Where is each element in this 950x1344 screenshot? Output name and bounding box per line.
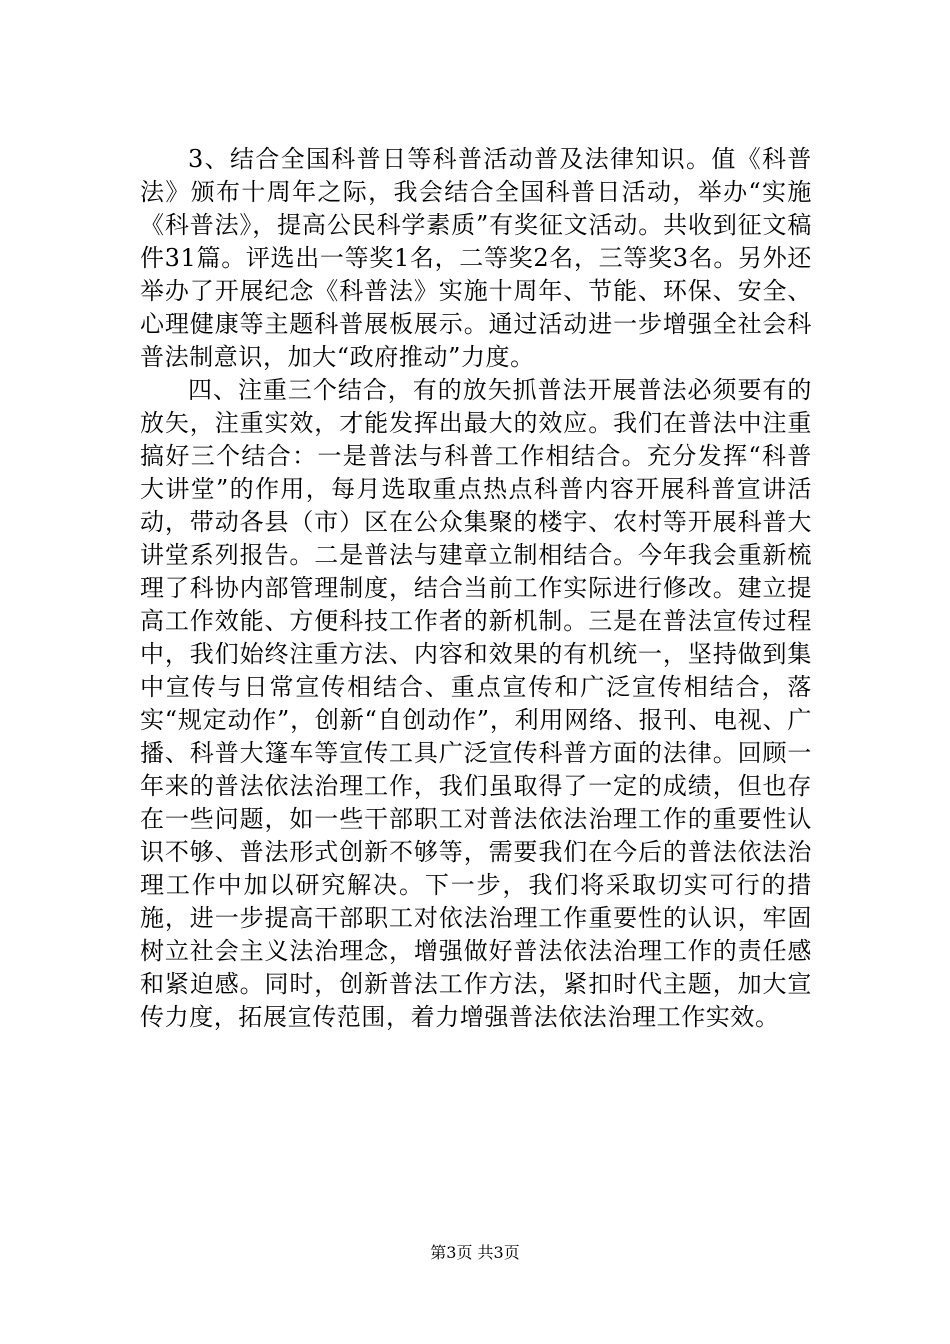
paragraph-science-day: 3、结合全国科普日等科普活动普及法律知识。值《科普法》颁布十周年之际，我会结合全国科普日活动，举办“实施《科普法》，提高公民科学素质”有奖征文活动。共收到征文稿件31篇。评选出一等奖1名，二等奖2名，三等奖3名。另外还举办了开展纪念《科普法》实施十周年、节能、环保、安全、心理健康等主题科普展板展示。通过活动进一步增强全社会科普法制意识，加大“政府推动”力度。	[140, 145, 812, 371]
page-footer: 第3页 共3页	[430, 1243, 520, 1262]
paragraph-three-combinations: 四、注重三个结合，有的放矢抓普法开展普法必须要有的放矢，注重实效，才能发挥出最大的效应。我们在普法中注重搞好三个结合：一是普法与科普工作相结合。充分发挥“科普大讲堂”的作用，每月选取重点热点科普内容开展科普宣讲活动，带动各县（市）区在公众集聚的楼宇、农村等开展科普大讲堂系列报告。二是普法与建章立制相结合。今年我会重新梳理了科协内部管理制度，结合当前工作实际进行修改。建立提高工作效能、方便科技工作者的新机制。三是在普法宣传过程中，我们始终注重方法、内容和效果的有机统一，坚持做到集中宣传与日常宣传相结合、重点宣传和广泛宣传相结合，落实“规定动作”，创新“自创动作”，利用网络、报刊、电视、广播、科普大篷车等宣传工具广泛宣传科普方面的法律。回顾一年来的普法依法治理工作，我们虽取得了一定的成绩，但也存在一些问题，如一些干部职工对普法依法治理工作的重要性认识不够、普法形式创新不够等，需要我们在今后的普法依法治理工作中加以研究解决。下一步，我们将采取切实可行的措施，进一步提高干部职工对依法治理工作重要性的认识，牢固树立社会主义法治理念，增强做好普法依法治理工作的责任感和紧迫感。同时，创新普法工作方法，紧扣时代主题，加大宣传力度，拓展宣传范围，着力增强普法依法治理工作实效。	[140, 376, 812, 1031]
document-body	[140, 143, 812, 1034]
